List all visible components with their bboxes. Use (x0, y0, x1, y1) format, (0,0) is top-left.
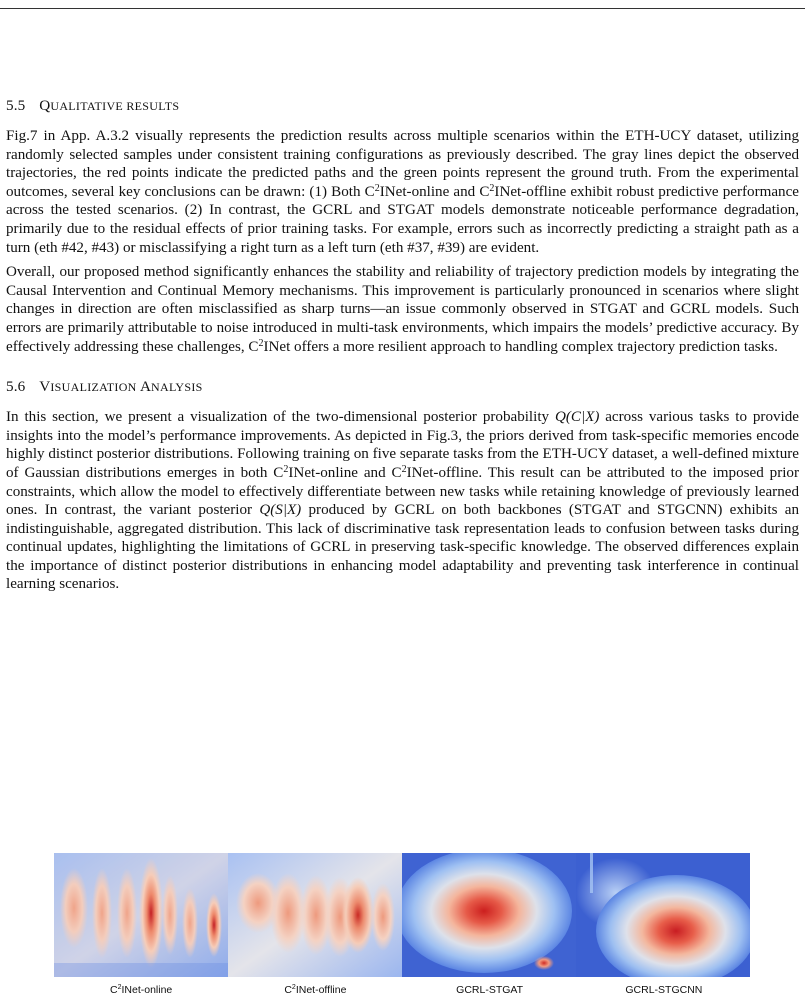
math-q-c-x: Q(C|X) (554, 409, 600, 426)
posterior-figure (54, 853, 751, 977)
text-run: INet-offline. This result can be attributed to the imposed prior constraints, which allow the model to effectively differentiate between new tasks while retaining knowledge of previously learned ones. In contrast, the variant posterior (6, 464, 799, 519)
section-number: 5.6 (6, 378, 26, 396)
superscript: 2 (291, 984, 296, 991)
section-number: 5.5 (6, 97, 26, 114)
heatmap-c2inet-online (54, 853, 228, 977)
text-run: Overall, our proposed method significantly enhances the stability and reliability of trajectory prediction models by integrating the Causal Intervention and Continual Memory mechanisms. This improvement is particularly pronounced in scenarios where slight changes in direction are often misclassified as sharp turns—an issue commonly observed in STGAT and GCRL models. Such errors are primarily attributable to noise introduced in multi-task environments, which impairs the models’ predictive accuracy. By effectively addressing these challenges, C (6, 264, 799, 355)
text-run: INet-offline exhibit robust predictive performance across the tested scenarios. (2) In contrast, the GCRL and STGAT models demonstrate noticeable performance degradation, primarily due to the residual effects of prior training tasks. For example, errors such as incorrectly predicting a straight path as a turn (eth #42, #43) or misclassifying a right turn as a left turn (eth #37, #39) are evident. (6, 183, 800, 256)
heatmap-c2inet-offline (228, 853, 402, 977)
label-text: C (284, 984, 292, 996)
figure-label-c2inet-offline (228, 984, 402, 1000)
superscript: 2 (258, 337, 264, 349)
superscript: 2 (489, 182, 495, 194)
panel-c2inet-online (54, 853, 228, 977)
section-title-initial: V (39, 378, 51, 396)
text-run: produced by GCRL on both backbones (STGAT and STGCNN) exhibits an indistinguishable, aggregated distribution. This lack of discriminative task representation leads to confusion between tasks during continual updates, highlighting the limitations of GCRL in preserving task-specific knowledge. The observed differences explain the importance of distinct posterior distributions in enhancing model adaptability and preventing task interference in continual learning scenarios. (6, 502, 799, 593)
text-run: INet-online and C (288, 464, 402, 481)
paragraph-qualitative-1 (6, 127, 799, 257)
section-heading-5-6 (6, 378, 799, 396)
figure-label-c2inet-online (54, 984, 228, 1000)
label-text: INet-offline (295, 984, 347, 996)
figure-label-gcrl-stgcnn (577, 984, 751, 1000)
panel-gcrl-stgat (402, 853, 576, 977)
superscript: 2 (117, 984, 122, 991)
superscript: 2 (374, 182, 380, 194)
text-run: INet-online and C (379, 183, 490, 200)
section-title-initial: Q (39, 97, 51, 114)
text-run: INet offers a more resilient approach to handling complex trajectory prediction tasks. (263, 338, 778, 355)
text-run: across various tasks to provide insights into the model’s performance improvements. As depicted in Fig.3, the priors derived from task-specific memories encode highly distinct posterior distributions. Following training on five separate tasks from the ETH-UCY dataset, a well-defined mixture of Gaussian distributions emerges in both C (6, 409, 799, 481)
section-gap (6, 362, 799, 378)
superscript: 2 (283, 463, 289, 475)
figure-label-gcrl-stgat (403, 984, 577, 1000)
label-text: GCRL-STGCNN (625, 984, 703, 996)
text-run: Fig.7 in App. A.3.2 visually represents the prediction results across multiple scenarios within the ETH-UCY dataset, utilizing randomly selected samples under consistent training configurations as previously described. The gray lines depict the observed trajectories, the red points indicate the predicted paths and the green points represent the ground truth. From the experimental outcomes, several key conclusions can be drawn: (1) Both C (6, 128, 799, 200)
section-title-rest: ISUALIZATION (50, 380, 140, 395)
paragraph-visualization (6, 408, 799, 594)
figure-labels (54, 984, 751, 1000)
text-run: In this section, we present a visualization of the two-dimensional posterior probability (6, 409, 555, 426)
page-content (6, 97, 799, 600)
panel-c2inet-offline (228, 853, 402, 977)
superscript: 2 (401, 463, 407, 475)
panel-gcrl-stgcnn (576, 853, 750, 977)
label-text: C (109, 984, 118, 996)
heatmap-gcrl-stgcnn (576, 853, 750, 977)
math-q-s-x: Q(S|X) (259, 502, 302, 519)
label-text: GCRL-STGAT (456, 984, 524, 996)
section-heading-5-5 (6, 97, 799, 115)
section-title-rest: UALITATIVE RESULTS (50, 99, 180, 113)
paragraph-qualitative-2 (6, 263, 799, 356)
top-rule (0, 8, 805, 9)
section-title-rest: NALYSIS (151, 380, 203, 395)
heatmap-gcrl-stgat (402, 853, 576, 977)
label-text: INet-online (121, 984, 173, 996)
section-title-initial: A (139, 378, 152, 396)
